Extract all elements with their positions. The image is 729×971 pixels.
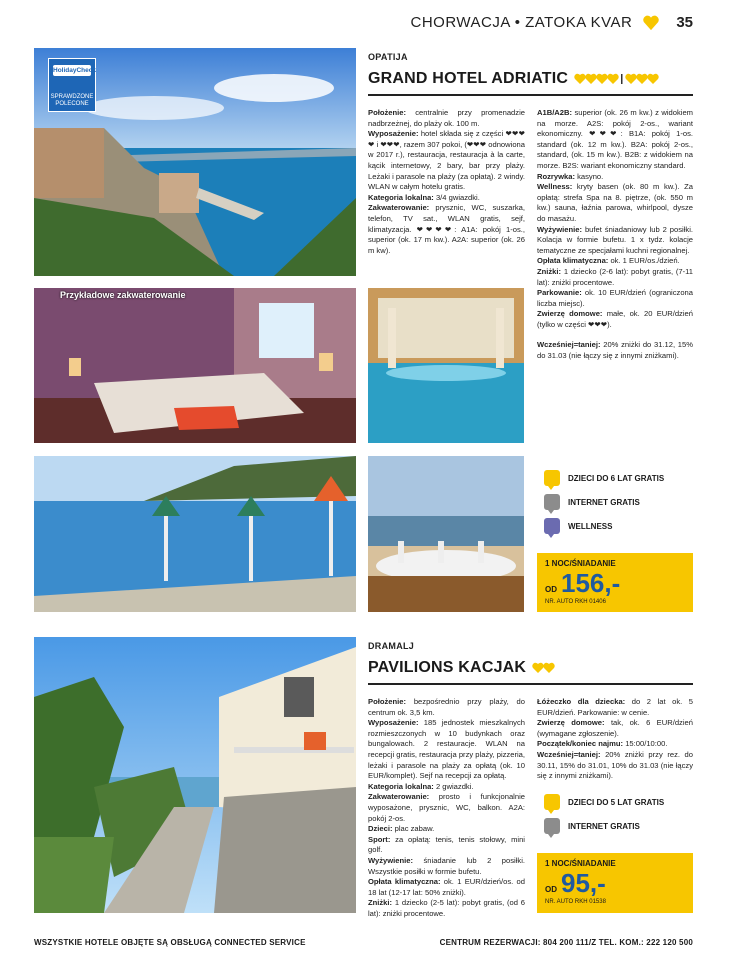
hotel1-location: OPATIJA xyxy=(368,52,408,62)
footer-reservation-contact: CENTRUM REZERWACJI: 804 200 111/Z TEL. KOM.: 222 120 500 xyxy=(439,938,693,947)
room-caption: Przykładowe zakwaterowanie xyxy=(60,290,186,300)
early-booking-note: Wcześniej=taniej: 20% zniżki do 31.12, 15% do 31.03 (nie łączy się z innymi zniżkami). xyxy=(537,340,693,361)
price-prefix: OD xyxy=(545,885,557,894)
hotel1-title-rule xyxy=(368,94,693,96)
desc-paragraph: Łóżeczko dla dziecka: do 2 lat ok. 5 EUR/dzień. Parkowanie: w cenie. xyxy=(537,697,693,717)
hotel2-rating-hearts-icon xyxy=(532,662,558,674)
desc-paragraph: Zniżki: 1 dziecko (2-5 lat): pobyt gratis, (od 6 lat): zniżki procentowe. xyxy=(368,898,525,918)
price-value: 95,- xyxy=(561,868,606,898)
desc-paragraph: Wyżywienie: bufet śniadaniowy lub 2 posiłki. Kolacja w formie bufetu. 1 x tydz. kolacje tematyczne ze specjałami kuchni regionalnej. xyxy=(537,224,693,255)
offer-code: NR. AUTO RKH 01538 xyxy=(545,899,606,905)
desc-paragraph: Położenie: bezpośrednio przy plaży, do centrum ok. 3,5 km. xyxy=(368,697,525,717)
price-prefix: OD xyxy=(545,585,557,594)
holidaycheck-badge xyxy=(48,58,96,112)
hotel-aerial-photo xyxy=(34,48,356,276)
desc-paragraph: Początek/koniec najmu: 15:00/10:00. xyxy=(537,739,668,749)
feature-badge: DZIECI DO 6 LAT GRATIS xyxy=(544,466,664,490)
restaurant-photo xyxy=(368,456,524,612)
desc-paragraph: Wcześniej=taniej: 20% zniżki przy rez. do 30.11, 15% do 31.01, 10% do 31.03 (nie łączy się z innymi zniżkami). xyxy=(537,749,693,781)
hotel2-name: PAVILIONS KACJAK xyxy=(368,659,527,676)
hotel2-description-col1 xyxy=(368,697,525,919)
desc-paragraph: A1B/A2B: superior (ok. 26 m kw.) z widokiem na morze. A2S: pokój 2-os., wariant ekonomiczny. ❤❤❤: B1A: pokój 1-os. standard (ok. 12 m kw.). B2A: pokój 2-os., standard, (ok. 15 m kw.). B2B: z widokiem na morze. B2S: wariant ekonomiczny standard. xyxy=(537,108,693,170)
speech-bubble-icon xyxy=(544,470,560,486)
desc-paragraph: Zniżki: 1 dziecko (2-6 lat): pobyt gratis, (7-11 lat): zniżki procentowe. xyxy=(537,266,693,287)
desc-paragraph: Wyżywienie: śniadanie lub 2 posiłki. Wszystkie posiłki w formie bufetu. xyxy=(368,855,525,876)
hotel2-feature-badges xyxy=(544,790,664,838)
hotel1-rating-hearts-icon xyxy=(574,73,664,85)
pool-photo xyxy=(368,288,524,443)
hotel1-name: GRAND HOTEL ADRIATIC xyxy=(368,70,569,87)
hotel2-description-col2 xyxy=(537,697,693,782)
hotel2-title xyxy=(368,659,558,677)
hotel1-description-col1 xyxy=(368,108,525,256)
desc-paragraph: Wyposażenie: hotel składa się z części ❤❤❤❤ i ❤❤❤, razem 307 pokoi, (❤❤❤ odnowiona w 2017 r.), restauracja, restauracja à la carte, kącik internetowy, 2 bary, bar przy plaży. Leżaki i parasole na plaży (za opłatą). 2 windy. WLAN w całym hotelu gratis. xyxy=(368,129,525,192)
region-title: CHORWACJA • ZATOKA KVAR xyxy=(410,14,633,31)
page-number: 35 xyxy=(676,14,693,31)
desc-paragraph: Zakwaterowanie: prysznic, WC, suszarka, telefon, TV sat., WLAN gratis, sejf, klimatyzacja. ❤❤❤❤: A1A: pokój 1-os., superior (ok. 17 m kw.). A2A: superior (ok. 26 m kw). xyxy=(368,203,525,255)
hotel1-description-col2 xyxy=(537,108,693,362)
room-photo xyxy=(34,288,356,443)
speech-bubble-icon xyxy=(544,794,560,810)
hotel1-feature-badges xyxy=(544,466,664,538)
beach-photo xyxy=(34,456,356,612)
speech-bubble-icon xyxy=(544,494,560,510)
desc-paragraph: Zwierzę domowe: tak, ok. 6 EUR/dzień (wymagane zgłoszenie). xyxy=(537,718,693,738)
desc-paragraph: Kategoria lokalna: 2 gwiazdki. xyxy=(368,781,474,791)
desc-paragraph: Zakwaterowanie: prosto i funkcjonalnie wyposażone, prysznic, WC, balkon. A2A: pokój 2-os. xyxy=(368,792,525,823)
hotel1-price-box xyxy=(537,553,693,612)
desc-paragraph: Wyposażenie: 185 jednostek mieszkalnych rozmieszczonych w 10 budynkach oraz bungalowach. 2 restauracje. WLAN na recepcji gratis, restauracja przy plaży, pizzeria, leżaki i parasole na plaży za opłatą (ok. 10 EUR/komplet). Sejf na recepcji za opłatą. xyxy=(368,718,525,781)
speech-bubble-icon xyxy=(544,518,560,534)
holidaycheck-logo: HolidayCheck xyxy=(53,65,91,76)
offer-code: NR. AUTO RKH 01406 xyxy=(545,599,606,605)
hotel1-title xyxy=(368,70,664,88)
hotel2-title-rule xyxy=(368,683,693,685)
desc-paragraph: Zwierzę domowe: małe, ok. 20 EUR/dzień (tylko w części ❤❤❤). xyxy=(537,309,693,329)
footer-left-note: WSZYSTKIE HOTELE OBJĘTE SĄ OBSŁUGĄ CONNECTED SERVICE xyxy=(34,938,306,947)
feature-badge: DZIECI DO 5 LAT GRATIS xyxy=(544,790,664,814)
feature-badge: WELLNESS xyxy=(544,514,664,538)
price-label: 1 NOC/ŚNIADANIE xyxy=(545,859,616,868)
desc-paragraph: Opłata klimatyczna: ok. 1 EUR/dzień/os. od 18 lat (12-17 lat: 50% zniżki). xyxy=(368,877,525,897)
page-header xyxy=(411,14,693,31)
speech-bubble-icon xyxy=(544,818,560,834)
holidaycheck-subtitle: SPRAWDZONE POLECONE xyxy=(50,94,94,107)
price-label: 1 NOC/ŚNIADANIE xyxy=(545,559,616,568)
feature-badge: INTERNET GRATIS xyxy=(544,490,664,514)
price-value: 156,- xyxy=(561,568,621,598)
desc-paragraph: Rozrywka: kasyno. xyxy=(537,171,604,181)
desc-paragraph: Kategoria lokalna: 3/4 gwiazdki. xyxy=(368,192,480,202)
desc-paragraph: Dzieci: plac zabaw. xyxy=(368,824,435,834)
desc-paragraph: Wellness: kryty basen (ok. 80 m kw.). Za opłatą: strefa Spa na 8. piętrze, (ok. 550 m kw.) sauna, łaźnia parowa, whirlpool, dysze do masażu. xyxy=(537,182,693,223)
desc-paragraph: Parkowanie: ok. 10 EUR/dzień (ograniczona liczba miejsc). xyxy=(537,288,693,308)
hotel2-price-box xyxy=(537,853,693,913)
desc-paragraph: Opłata klimatyczna: ok. 1 EUR/os./dzień. xyxy=(537,256,680,266)
hotel2-location: DRAMALJ xyxy=(368,641,415,651)
pavilions-photo xyxy=(34,637,356,913)
desc-paragraph: Sport: za opłatą: tenis, tenis stołowy, mini golf. xyxy=(368,834,525,855)
desc-paragraph: Położenie: centralnie przy promenadzie nadbrzeżnej, do plaży ok. 100 m. xyxy=(368,108,525,128)
feature-badge: INTERNET GRATIS xyxy=(544,814,664,838)
heart-logo-icon xyxy=(642,15,660,31)
